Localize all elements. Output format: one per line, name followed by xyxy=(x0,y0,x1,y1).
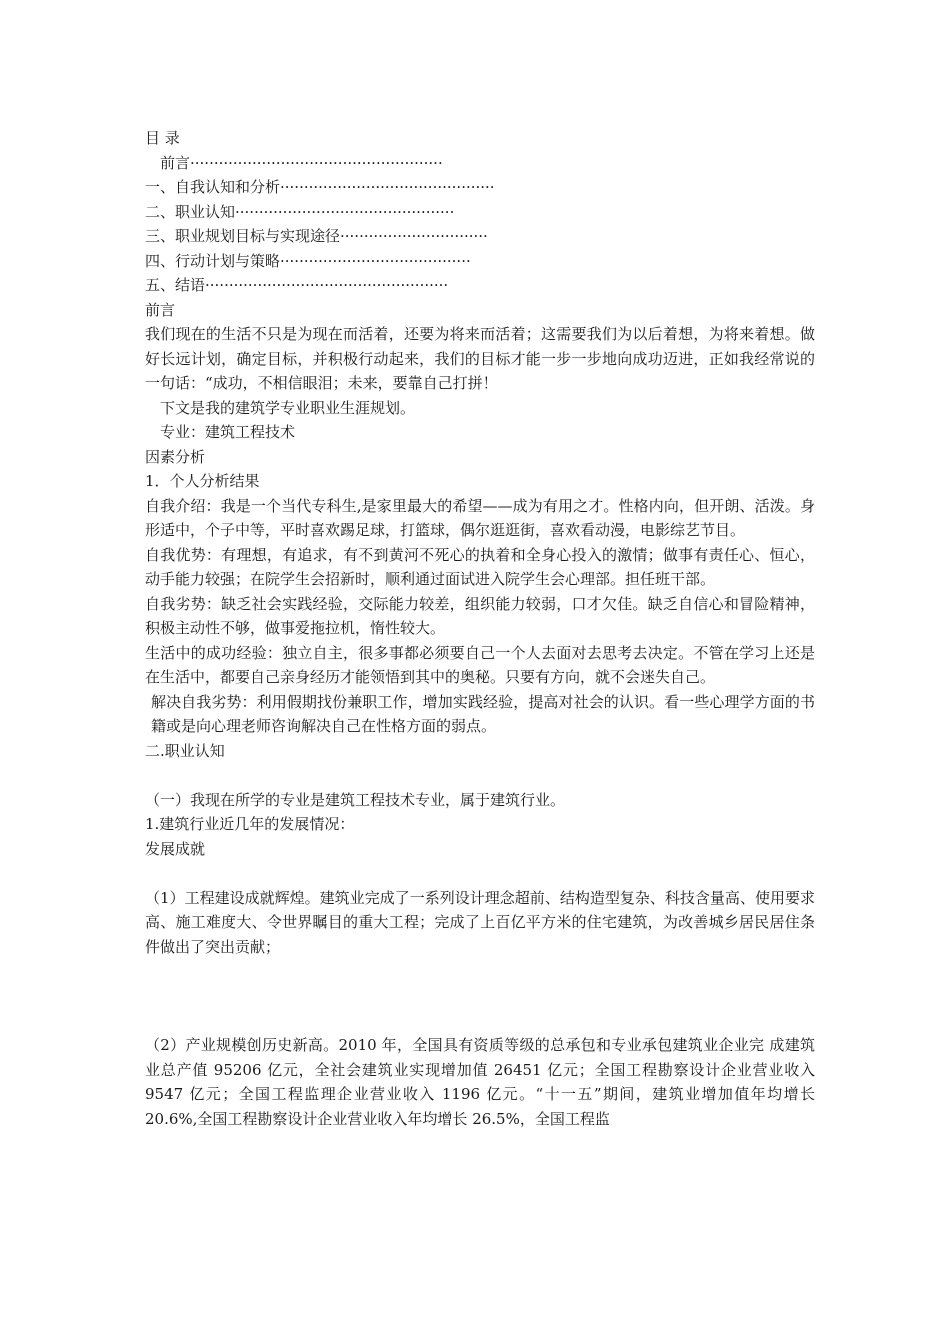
blank-line xyxy=(145,861,815,886)
toc-item-action-plan: 四、行动计划与策略········································ xyxy=(145,251,471,270)
toc-item-goals: 三、职业规划目标与实现途径······························· xyxy=(145,227,488,245)
strengths-paragraph: 自我优势：有理想，有追求，有不到黄河不死心的执着和全身心投入的激情；做事有责任心、恒心，动手能力较强；在院学生会招新时，顺利通过面试进入院学生会心理部。担任班干部。 xyxy=(145,545,815,588)
toc-item-conclusion: 五、结语··················································· xyxy=(145,276,449,294)
career-paragraph-3: 发展成就 xyxy=(145,839,206,858)
achievement-item-2: （2）产业规模创历史新高。2010 年，全国具有资质等级的总承包和专业承包建筑业企业完 成建筑业总产值 95206 亿元，全社会建筑业实现增加值 26451 亿元；全国工程勘察设计企业营业收入 9547 亿元；全国工程监理企业营业收入 1196 亿元。“十一五”期间，建筑业增加值年均增长 20.6%,全国工程勘察设计企业营业收入年均增长 26.5%，全国工程监 xyxy=(145,1036,815,1128)
preface-major: 专业：建筑工程技术 xyxy=(160,423,296,441)
blank-gap xyxy=(145,959,815,1033)
preface-intro: 下文是我的建筑学专业职业生涯规划。 xyxy=(160,398,416,417)
career-paragraph-2: 1.建筑行业近几年的发展情况： xyxy=(145,815,355,833)
toc-item-career-cognition: 二、职业认知·············································· xyxy=(145,202,455,221)
weaknesses-paragraph: 自我劣势：缺乏社会实践经验，交际能力较差，组织能力较弱，口才欠佳。缺乏自信心和冒险精神，积极主动性不够，做事爱拖拉机，惰性较大。 xyxy=(145,594,815,637)
solution-paragraph: 解决自我劣势：利用假期找份兼职工作，增加实践经验，提高对社会的认识。看一些心理学方面的书籍或是向心理老师咨询解决自己在性格方面的弱点。 xyxy=(151,692,815,735)
experience-paragraph: 生活中的成功经验：独立自主，很多事都必须要自己一个人去面对去思考去决定。不管在学习上还是在生活中，都要自己亲身经历才能领悟到其中的奥秘。只要有方向，就不会迷失自己。 xyxy=(145,643,815,686)
achievement-item-1: （1）工程建设成就辉煌。建筑业完成了一系列设计理念超前、结构造型复杂、科技含量高、使用要求高、施工难度大、令世界瞩目的重大工程；完成了上百亿平方米的住宅建筑，为改善城乡居民居住条件做出了突出贡献； xyxy=(145,888,815,956)
blank-line xyxy=(145,763,815,788)
career-heading: 二.职业认知 xyxy=(145,741,225,760)
preface-paragraph: 我们现在的生活不只是为现在而活着，还要为将来而活着；这需要我们为以后着想，为将来着想。做好长远计划，确定目标，并积极行动起来，我们的目标才能一步一步地向成功迈进，正如我经常说的一句话：“成功，不相信眼泪；未来，要靠自己打拼！ xyxy=(145,325,815,392)
self-intro-paragraph: 自我介绍：我是一个当代专科生,是家里最大的希望——成为有用之才。性格内向，但开朗、活泼。身形适中，个子中等，平时喜欢踢足球，打篮球，偶尔逛逛街，喜欢看动漫，电影综艺节目。 xyxy=(145,496,815,539)
document-page xyxy=(145,126,815,1131)
toc-item-preface: 前言····················································· xyxy=(160,153,443,172)
analysis-heading: 因素分析 xyxy=(145,447,206,466)
toc-title: 目 录 xyxy=(145,129,180,147)
toc-item-self-analysis: 一、自我认知和分析············································· xyxy=(145,178,495,196)
career-paragraph-1: （一）我现在所学的专业是建筑工程技术专业，属于建筑行业。 xyxy=(145,790,566,809)
analysis-subheading: 1．个人分析结果 xyxy=(145,472,260,490)
preface-heading: 前言 xyxy=(145,300,176,319)
